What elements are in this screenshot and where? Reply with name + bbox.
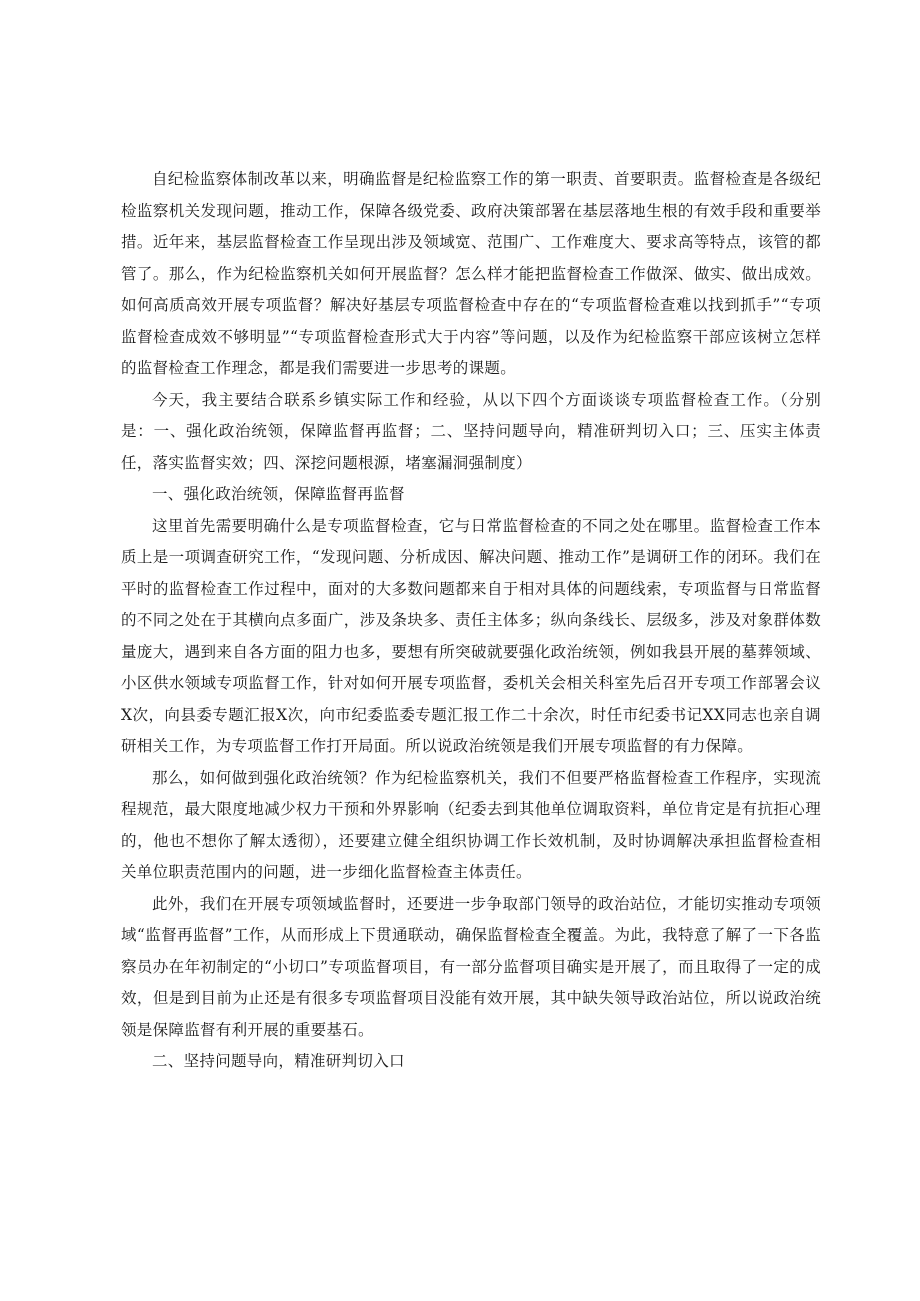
- section-heading-2: 二、坚持问题导向，精准研判切入口: [152, 1052, 405, 1070]
- section-heading-1: 一、强化政治统领，保障监督再监督: [152, 485, 405, 503]
- section-1-paragraph-1: 这里首先需要明确什么是专项监督检查，它与日常监督检查的不同之处在哪里。监督检查工作本质上是一项调查研究工作，“发现问题、分析成因、解决问题、推动工作”是调研工作的闭环。我们在平时的监督检查工作过程中，面对的大多数问题都来自于相对具体的问题线索，专项监督与日常监督的不同之处在于其横向点多面广，涉及条块多、责任主体多；纵向条线长、层级多，涉及对象群体数量庞大，遇到来自各方面的阻力也多，要想有所突破就要强化政治统领，例如我县开展的墓葬领域、小区供水领域专项监督工作，针对如何开展专项监督，委机关会相关科室先后召开专项工作部署会议X次，向县委专题汇报X次，向市纪委监委专题汇报工作二十余次，时任市纪委书记XX同志也亲自调研相关工作，为专项监督工作打开局面。所以说政治统领是我们开展专项监督的有力保障。: [121, 516, 821, 755]
- intro-paragraph: 自纪检监察体制改革以来，明确监督是纪检监察工作的第一职责、首要职责。监督检查是各级纪检监察机关发现问题，推动工作，保障各级党委、政府决策部署在基层落地生根的有效手段和重要举措。近年来，基层监督检查工作呈现出涉及领域宽、范围广、工作难度大、要求高等特点，该管的都管了。那么，作为纪检监察机关如何开展监督？怎么样才能把监督检查工作做深、做实、做出成效。如何高质高效开展专项监督？解决好基层专项监督检查中存在的“专项监督检查难以找到抓手”“专项监督检查成效不够明显”“专项监督检查形式大于内容”等问题，以及作为纪检监察干部应该树立怎样的监督检查工作理念，都是我们需要进一步思考的课题。: [121, 170, 821, 377]
- overview-paragraph: 今天，我主要结合联系乡镇实际工作和经验，从以下四个方面谈谈专项监督检查工作。（分别是：一、强化政治统领，保障监督再监督；二、坚持问题导向，精准研判切入口；三、压实主体责任，落实监督实效；四、深挖问题根源，堵塞漏洞强制度）: [121, 390, 821, 472]
- document-body: [121, 164, 821, 1078]
- section-1-paragraph-2: 那么，如何做到强化政治统领？作为纪检监察机关，我们不但要严格监督检查工作程序，实现流程规范，最大限度地减少权力干预和外界影响（纪委去到其他单位调取资料，单位肯定是有抗拒心理的，他也不想你了解太透彻），还要建立健全组织协调工作长效机制，及时协调解决承担监督检查相关单位职责范围内的问题，进一步细化监督检查主体责任。: [121, 768, 821, 881]
- section-1-paragraph-3: 此外，我们在开展专项领域监督时，还要进一步争取部门领导的政治站位，才能切实推动专项领域“监督再监督”工作，从而形成上下贯通联动，确保监督检查全覆盖。为此，我特意了解了一下各监察员办在年初制定的“小切口”专项监督项目，有一部分监督项目确实是开展了，而且取得了一定的成效，但是到目前为止还是有很多专项监督项目没能有效开展，其中缺失领导政治站位，所以说政治统领是保障监督有利开展的重要基石。: [121, 894, 821, 1039]
